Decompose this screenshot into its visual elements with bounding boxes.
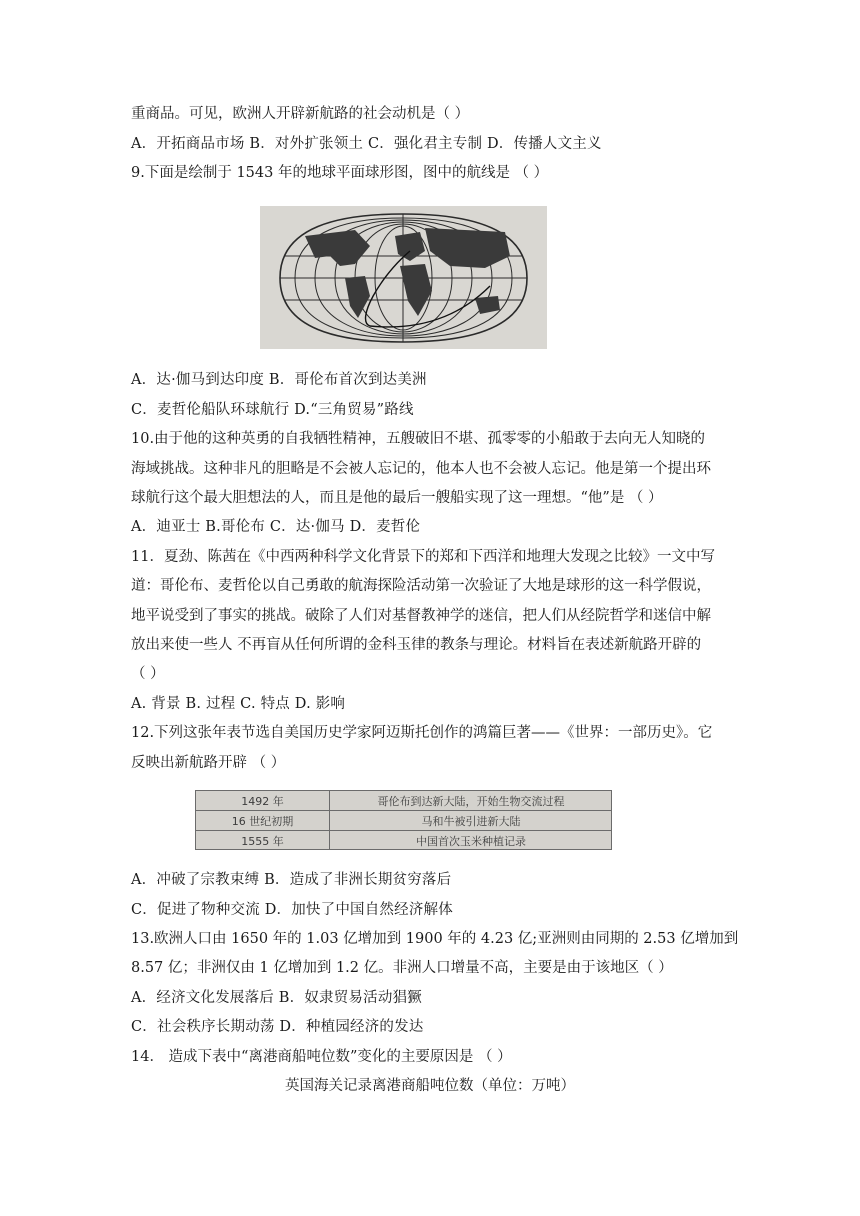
- table-row: 16 世纪初期 马和牛被引进新大陆: [231, 815, 521, 828]
- q11-stem-2: 道：哥伦布、麦哲伦以自己勇敢的航海探险活动第一次验证了大地是球形的这一科学假说，: [131, 578, 711, 594]
- q12-stem-2: 反映出新航路开辟 （ ）: [131, 755, 286, 771]
- q10-stem-3: 球航行这个最大胆想法的人，而且是他的最后一艘船实现了这一理想。“他”是 （ ）: [131, 490, 663, 506]
- q10-stem-1: 10.由于他的这种英勇的自我牺牲精神，五艘破旧不堪、孤零零的小船敢于去向无人知晓的: [131, 431, 706, 447]
- q11-stem-3: 地平说受到了事实的挑战。破除了人们对基督教神学的迷信，把人们从经院哲学和迷信中解: [131, 608, 711, 624]
- q10-stem-2: 海域挑战。这种非凡的胆略是不会被人忘记的，他本人也不会被人忘记。他是第一个提出环: [131, 461, 711, 477]
- q13-options-1: A．经济文化发展落后 B．奴隶贸易活动猖獗: [131, 990, 422, 1006]
- q13-stem-1: 13.欧洲人口由 1650 年的 1.03 亿增加到 1900 年的 4.23 亿;亚洲则由同期的 2.53 亿增加到: [131, 931, 739, 947]
- q11-stem-1: 11．夏劲、陈茜在《中西两种科学文化背景下的郑和下西洋和地理大发现之比较》一文中写: [131, 549, 715, 565]
- q9-options-1: A．达·伽马到达印度 B．哥伦布首次到达美洲: [131, 372, 427, 388]
- q10-options: A．迪亚士 B.哥伦布 C．达·伽马 D．麦哲伦: [131, 519, 421, 535]
- q8-options: A．开拓商品市场 B．对外扩张领土 C．强化君主专制 D．传播人文主义: [131, 136, 602, 152]
- table-caption: 英国海关记录离港商船吨位数（单位：万吨）: [285, 1078, 575, 1094]
- q14-stem: 14． 造成下表中“离港商船吨位数”变化的主要原因是 （ ）: [131, 1049, 512, 1065]
- q13-stem-2: 8.57 亿；非洲仅由 1 亿增加到 1.2 亿。非洲人口增量不高，主要是由于该地区（ ）: [131, 960, 673, 976]
- table-row: 1555 年 中国首次玉米种植记录: [241, 835, 526, 848]
- world-map-1543-figure: [260, 206, 547, 349]
- q9-options-2: C．麦哲伦船队环球航行 D.“三角贸易”路线: [131, 402, 414, 418]
- q12-options-1: A．冲破了宗教束缚 B．造成了非洲长期贫穷落后: [131, 872, 452, 888]
- q11-stem-5: （ ）: [131, 666, 165, 682]
- q11-stem-4: 放出来使一些人 不再盲从任何所谓的金科玉律的教条与理论。材料旨在表述新航路开辟的: [131, 637, 702, 653]
- text-line: 重商品。可见，欧洲人开辟新航路的社会动机是（ ）: [131, 106, 470, 122]
- q11-options: A. 背景 B. 过程 C. 特点 D. 影响: [131, 696, 346, 712]
- table-row: 1492 年 哥伦布到达新大陆，开始生物交流过程: [241, 795, 565, 808]
- q9-stem: 9.下面是绘制于 1543 年的地球平面球形图，图中的航线是 （ ）: [131, 165, 549, 181]
- timeline-table: [195, 790, 612, 850]
- q12-stem-1: 12.下列这张年表节选自美国历史学家阿迈斯托创作的鸿篇巨著——《世界：一部历史》。它: [131, 725, 713, 741]
- q13-options-2: C．社会秩序长期动荡 D．种植园经济的发达: [131, 1019, 424, 1035]
- q12-options-2: C．促进了物种交流 D．加快了中国自然经济解体: [131, 902, 453, 918]
